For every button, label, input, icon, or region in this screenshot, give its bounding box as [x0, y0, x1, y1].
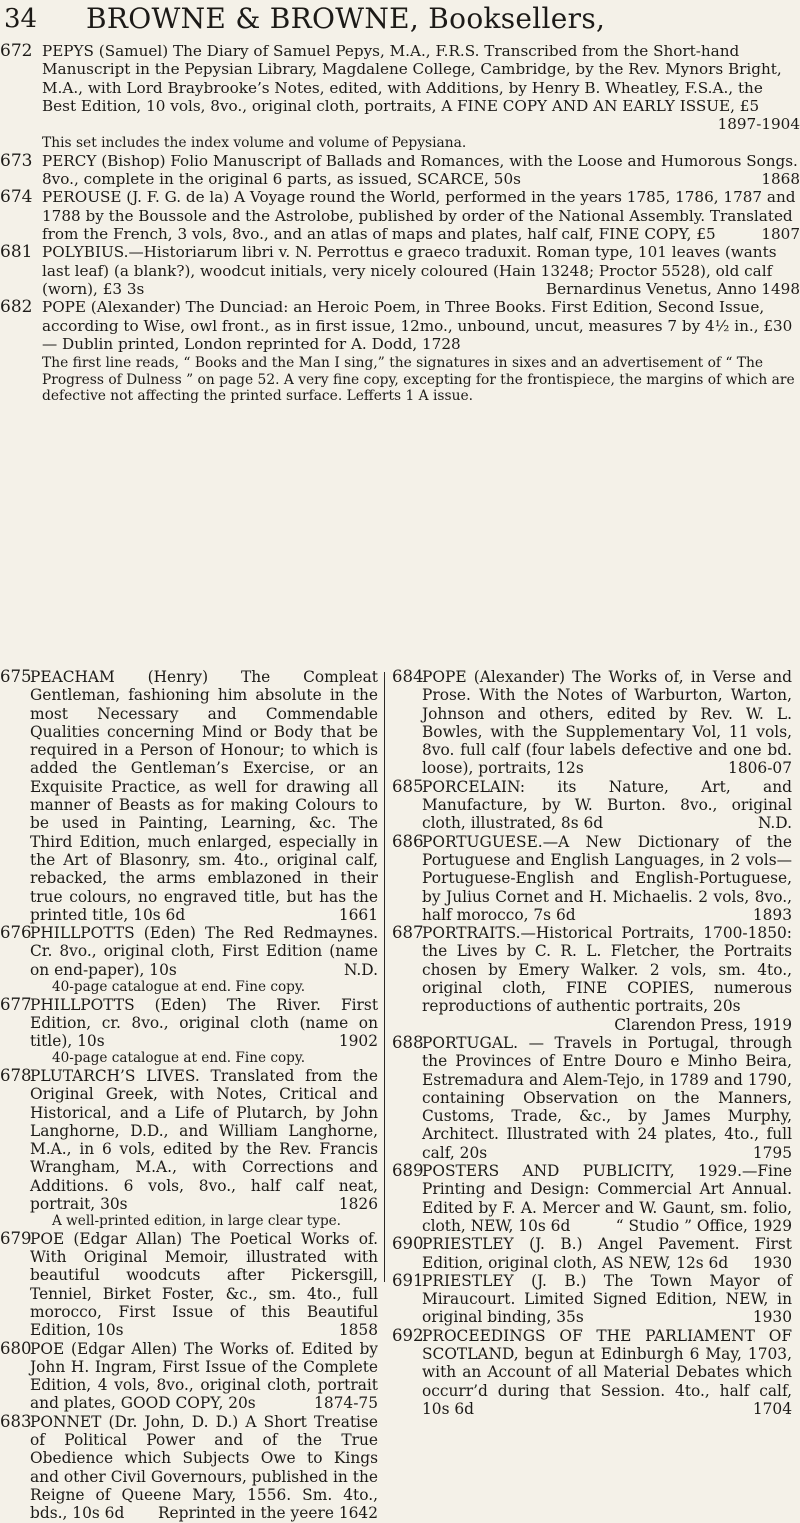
- catalogue-entry: [0, 1340, 378, 1413]
- entry-number: 675: [0, 667, 32, 686]
- entry-description: POLYBIUS.—Historiarum libri v. N. Perrottus e graeco traduxit. Roman type, 101 leaves (wants last leaf) (a blank?), woodcut initials, very nicely coloured (Hain 13248; Proctor 5528), old calf (worn), £3 3s: [42, 243, 777, 298]
- entry-description: PEACHAM (Henry) The Compleat Gentleman, fashioning him absolute in the most Necessary and Commendable Qualities concerning Mind or Body that be required in a Person of Honour; to which is added the Gentleman’s Exercise, or an Exquisite Practice, as well for drawing all manner of Beasts as for making Colours to be used in Painting, Learning, &c. The Third Edition, much enlarged, especially in the Art of Blasonry, sm. 4to., original calf, rebacked, the arms emblazoned in their true colours, no engraved title, but has the printed title, 10s 6d: [30, 668, 378, 924]
- catalogue-entry: [0, 1230, 378, 1340]
- entry-date: 1868: [761, 170, 800, 189]
- entry-date: 1874-75: [314, 1394, 378, 1413]
- entry-number: 673: [0, 150, 33, 171]
- entry-description: PHILLPOTTS (Eden) The River. First Edition, cr. 8vo., original cloth (name on title), 10s: [30, 995, 378, 1051]
- entry-date: 1897-1904: [717, 115, 800, 134]
- entry-note: 40-page catalogue at end. Fine copy.: [52, 1050, 306, 1067]
- entry-date: 1807: [761, 225, 800, 244]
- entry-date: “ Studio ” Office, 1929: [615, 1216, 792, 1235]
- catalogue-entry: [0, 188, 800, 243]
- entry-description: PORTRAITS.—Historical Portraits, 1700-1850: the Lives by C. R. L. Fletcher, the Portraits chosen by Emery Walker. 2 vols, sm. 4to., original cloth, FINE COPIES, numerous reproductions of authentic portraits, 20s: [422, 924, 792, 1016]
- entry-description: PEROUSE (J. F. G. de la) A Voyage round the World, performed in the years 1785, 1786, 1787 and 1788 by the Boussole and the Astrolobe, published by order of the National Assembly. Translated from the French, 3 vols, 8vo., and an atlas of maps and plates, half calf, FINE COPY, £5: [42, 188, 796, 244]
- entry-date: 1826: [338, 1195, 378, 1214]
- entry-number: 678: [0, 1065, 32, 1085]
- entry-description: PONNET (Dr. John, D. D.) A Short Treatise of Political Power and of the True Obedience which Subjects Owe to Kings and other Civil Governours, published in the Reigne of Queene Mary, 1556. Sm. 4to., bds., 10s 6d: [30, 1412, 378, 1523]
- entry-note: This set includes the index volume and volume of Pepysiana.: [42, 135, 467, 152]
- entry-number: 681: [0, 242, 33, 263]
- entry-date: 1806-07: [728, 759, 792, 778]
- entry-number: 682: [0, 297, 33, 318]
- page-header: [0, 0, 800, 44]
- catalogue-entry: [0, 152, 800, 189]
- full-width-entries: [0, 42, 800, 404]
- entry-date: 1930: [752, 1308, 792, 1327]
- entry-note: 40-page catalogue at end. Fine copy.: [52, 979, 306, 996]
- entry-number: 687: [392, 923, 424, 943]
- catalogue-entry: [392, 1327, 792, 1418]
- entry-note: The first line reads, “ Books and the Man I sing,” the signatures in sixes and an advertisement of “ The Progress of Dulness ” on page 52. A very fine copy, excepting for the frontispiece, the margins of which are defective not affecting the printed surface. Lefferts 1 A issue.: [42, 355, 795, 404]
- entry-number: 692: [392, 1325, 424, 1345]
- entry-description: POPE (Alexander) The Works of, in Verse and Prose. With the Notes of Warburton, Warton, Johnson and others, edited by Rev. W. L. Bowles, with the Supplementary Vol, 11 vols, 8vo. full calf (four labels defective and one bd. loose), portraits, 12s: [422, 668, 792, 778]
- entry-number: 677: [0, 994, 32, 1014]
- entry-description: PORTUGAL. — Travels in Portugal, through the Provinces of Entre Douro e Minho Beira, Estremadura and Alem-Tejo, in 1789 and 1790, containing Observation on the Manners, Customs, Trade, &c., by James Murphy, Architect. Illustrated with 24 plates, 4to., full calf, 20s: [422, 1033, 792, 1162]
- catalogue-entry: [392, 1162, 792, 1235]
- catalogue-entry: [0, 243, 800, 298]
- entry-number: 676: [0, 923, 32, 943]
- entry-date: 1661: [338, 905, 378, 924]
- catalogue-entry: [392, 1235, 792, 1272]
- entry-date: N.D.: [343, 960, 378, 979]
- entry-date: 1902: [338, 1032, 378, 1051]
- entry-description: POE (Edgar Allan) The Poetical Works of. With Original Memoir, illustrated with beautiful woodcuts after Pickersgill, Tenniel, Birket Foster, &c., sm. 4to., full morocco, First Issue of this Beautiful Edition, 10s: [30, 1229, 378, 1340]
- catalogue-entry: [392, 924, 792, 1034]
- catalogue-entry: [392, 778, 792, 833]
- catalogue-entry: [392, 668, 792, 778]
- entry-number: 690: [392, 1234, 424, 1254]
- column-divider: [384, 672, 385, 1282]
- entry-date: N.D.: [757, 814, 792, 833]
- entry-date: Bernardinus Venetus, Anno 1498: [545, 279, 800, 298]
- entry-number: 691: [392, 1270, 424, 1290]
- catalogue-entry: [0, 298, 800, 353]
- catalogue-entry: [0, 668, 378, 924]
- entry-note: A well-printed edition, in large clear type.: [52, 1213, 342, 1230]
- entry-description: PERCY (Bishop) Folio Manuscript of Ballads and Romances, with the Loose and Humorous Songs. 8vo., complete in the original 6 parts, as issued, SCARCE, 50s: [42, 151, 798, 189]
- catalogue-entry: [0, 42, 800, 133]
- entry-number: 672: [0, 41, 33, 61]
- entry-date: 1930: [752, 1253, 792, 1272]
- entry-description: PORTUGUESE.—A New Dictionary of the Portuguese and English Languages, in 2 vols—Portuguese-English and English-Portuguese, by Julius Cornet and H. Michaelis. 2 vols, 8vo., half morocco, 7s 6d: [422, 832, 792, 924]
- entry-description: PORCELAIN: its Nature, Art, and Manufacture, by W. Burton. 8vo., original cloth, illustrated, 8s 6d: [422, 777, 792, 833]
- catalogue-entry: [392, 833, 792, 924]
- entry-date: 1893: [752, 905, 792, 924]
- catalogue-entry: [0, 924, 378, 979]
- catalogue-entry: [392, 1272, 792, 1327]
- entry-date: Clarendon Press, 1919: [614, 1015, 792, 1034]
- entry-number: 679: [0, 1228, 32, 1248]
- two-column-section: [0, 667, 800, 1523]
- page-title: BROWNE & BROWNE, Booksellers,: [86, 2, 606, 35]
- catalogue-entry: [0, 1067, 378, 1213]
- entry-description: PLUTARCH’S LIVES. Translated from the Original Greek, with Notes, Critical and Historical, and a Life of Plutarch, by John Langhorne, D.D., and William Langhorne, M.A., in 6 vols, edited by the Rev. Francis Wrangham, M.A., with Corrections and Additions. 6 vols, 8vo., half calf neat, portrait, 30s: [30, 1066, 378, 1214]
- catalogue-entry: [392, 1034, 792, 1162]
- entry-number: 683: [0, 1411, 32, 1431]
- entry-description: PRIESTLEY (J. B.) The Town Mayor of Miraucourt. Limited Signed Edition, NEW, in original binding, 35s: [422, 1271, 792, 1327]
- entry-description: PRIESTLEY (J. B.) Angel Pavement. First Edition, original cloth, AS NEW, 12s 6d: [422, 1235, 792, 1272]
- entry-description: POSTERS AND PUBLICITY, 1929.—Fine Printing and Design: Commercial Art Annual. Edited by F. A. Mercer and W. Gaunt, sm. folio, cloth, NEW, 10s 6d: [422, 1162, 792, 1235]
- entry-description: PHILLPOTTS (Eden) The Red Redmaynes. Cr. 8vo., original cloth, First Edition (name on end-paper), 10s: [30, 924, 378, 979]
- entry-date: 1704: [752, 1399, 792, 1418]
- right-column: [392, 668, 792, 1418]
- entry-number: 689: [392, 1161, 424, 1181]
- entry-number: 686: [392, 831, 424, 851]
- page-number: 34: [4, 4, 38, 34]
- entry-date: 1858: [338, 1321, 378, 1340]
- entry-description: POE (Edgar Allen) The Works of. Edited by John H. Ingram, First Issue of the Complete Edition, 4 vols, 8vo., original cloth, portrait and plates, GOOD COPY, 20s: [30, 1339, 378, 1413]
- catalogue-entry: [0, 1413, 378, 1523]
- entry-number: 680: [0, 1338, 32, 1358]
- entry-number: 688: [392, 1032, 424, 1052]
- entry-number: 684: [392, 667, 424, 686]
- entry-description: PEPYS (Samuel) The Diary of Samuel Pepys, M.A., F.R.S. Transcribed from the Short-hand Manuscript in the Pepysian Library, Magdalene College, Cambridge, by the Rev. Mynors Bright, M.A., with Lord Braybrooke’s Notes, edited, with Additions, by Henry B. Wheatley, F.S.A., the Best Edition, 10 vols, 8vo., original cloth, portraits, A FINE COPY AND AN EARLY ISSUE, £5: [42, 42, 782, 115]
- entry-date: 1795: [752, 1143, 792, 1162]
- entry-description: POPE (Alexander) The Dunciad: an Heroic Poem, in Three Books. First Edition, Second Issue, according to Wise, owl front., as in first issue, 12mo., unbound, uncut, measures 7 by 4½ in., £30 — Dublin printed, London reprinted for A. Dodd, 1728: [42, 298, 793, 353]
- entry-description: PROCEEDINGS OF THE PARLIAMENT OF SCOTLAND, begun at Edinburgh 6 May, 1703, with an Account of all Material Debates which occurr’d during that Session. 4to., half calf, 10s 6d: [422, 1326, 792, 1418]
- entry-number: 674: [0, 187, 33, 208]
- catalogue-entry: [0, 996, 378, 1051]
- left-column: [0, 668, 378, 1523]
- entry-date: Reprinted in the yeere 1642: [157, 1504, 378, 1523]
- entry-number: 685: [392, 776, 424, 796]
